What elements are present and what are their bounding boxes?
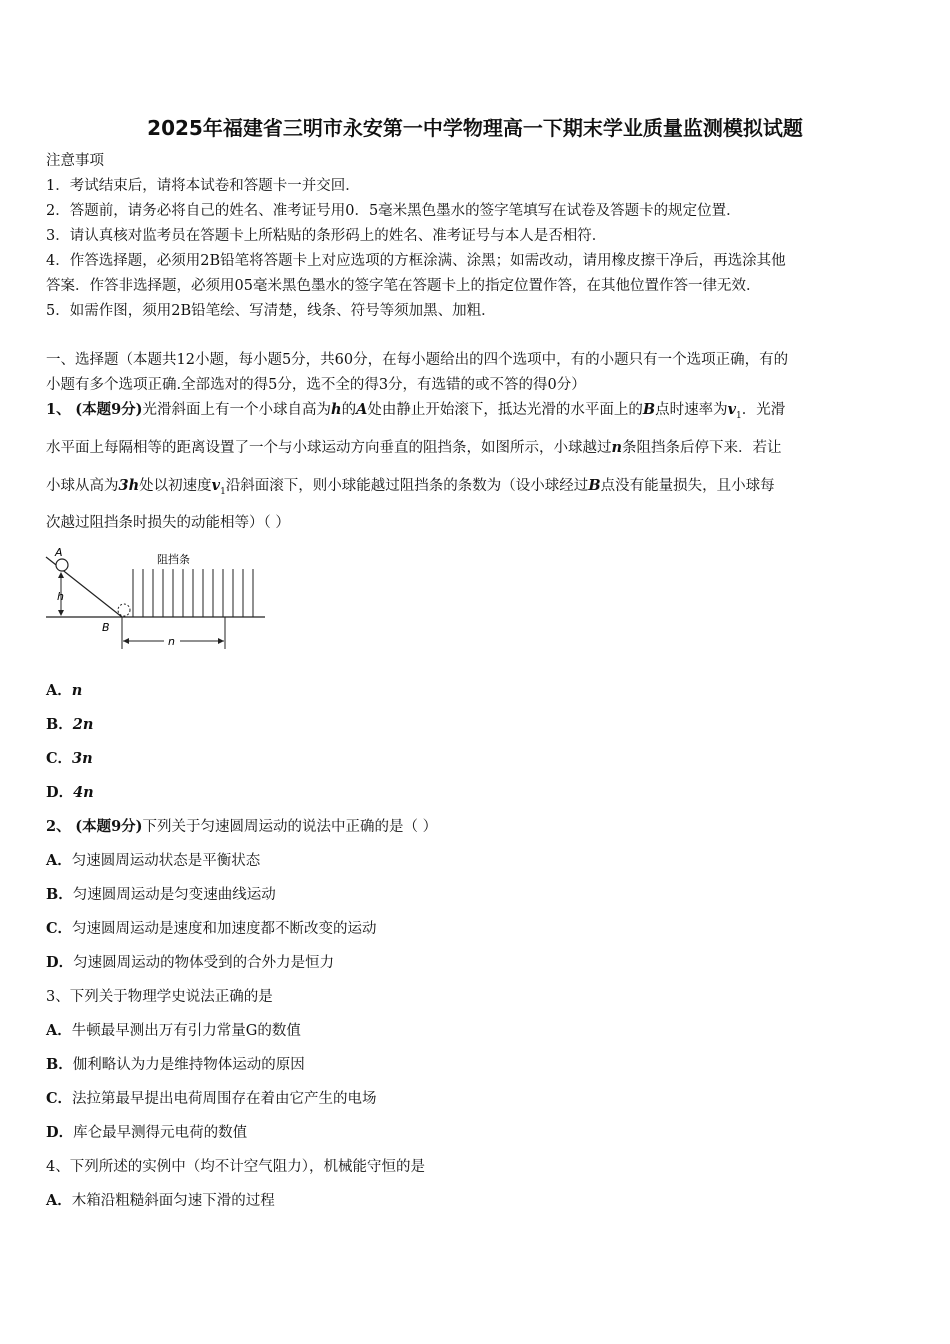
section-header-line2: 小题有多个选项正确.全部选对的得5分，选不全的得3分，有选错的或不答的得0分） bbox=[46, 377, 586, 393]
q1-var-v: v bbox=[211, 477, 221, 494]
q1-subscript: 1 bbox=[736, 410, 742, 421]
q2-number: 2、 bbox=[46, 818, 71, 835]
q4-option-a bbox=[46, 1191, 275, 1211]
exam-title: 2025年福建省三明市永安第一中学物理高一下期末学业质量监测模拟试题 bbox=[147, 116, 803, 140]
q1-text: ．光滑 bbox=[741, 402, 786, 418]
q1-option-d bbox=[46, 783, 94, 803]
q2-stem bbox=[46, 817, 908, 837]
barrier-bars bbox=[133, 569, 253, 617]
q1-subscript: 1 bbox=[220, 486, 226, 497]
option-label: A． bbox=[46, 682, 72, 699]
q1-text: 沿斜面滚下，则小球能越过阻挡条的条数为（设小球经过 bbox=[225, 478, 589, 494]
option-label: A． bbox=[46, 1192, 72, 1209]
label-A: A bbox=[55, 546, 63, 559]
q1-text: 条阻挡条后停下来．若让 bbox=[622, 440, 782, 456]
q2-option-d bbox=[46, 953, 334, 973]
option-label: C． bbox=[46, 750, 73, 767]
option-value: 4n bbox=[73, 784, 94, 801]
section-header-line1: 一、选择题（本题共12小题，每小题5分，共60分，在每小题给出的四个选项中，有的小题只有一个选项正确，有的 bbox=[46, 352, 789, 368]
q1-number: 1、 bbox=[46, 401, 71, 418]
q3-option-d bbox=[46, 1123, 247, 1143]
q2-option-c bbox=[46, 919, 377, 939]
option-label: D． bbox=[46, 954, 74, 971]
q1-line-1 bbox=[46, 400, 908, 426]
q1-text: 处由静止开始滚下，抵达光滑的水平面上的 bbox=[367, 402, 643, 418]
q1-var-B: B bbox=[642, 401, 656, 418]
option-label: B． bbox=[46, 886, 73, 903]
notice-item-1: 1．考试结束后，请将本试卷和答题卡一并交回． bbox=[46, 178, 360, 194]
q1-var-v: v bbox=[727, 401, 737, 418]
q1-var-n: n bbox=[611, 439, 623, 456]
q2-option-b bbox=[46, 885, 276, 905]
q1-text: 处以初速度 bbox=[139, 478, 212, 494]
option-value: 2n bbox=[72, 716, 94, 733]
option-text: 匀速圆周运动的物体受到的合外力是恒力 bbox=[73, 955, 335, 971]
q3-stem: 3、下列关于物理学史说法正确的是 bbox=[46, 989, 273, 1005]
q1-var-B: B bbox=[588, 477, 601, 494]
label-bars: 阻挡条 bbox=[157, 553, 190, 566]
q1-text: 点时速率为 bbox=[655, 402, 728, 418]
q1-figure bbox=[40, 545, 270, 660]
q1-text: 光滑斜面上有一个小球自高为 bbox=[142, 402, 332, 418]
q3-option-c bbox=[46, 1089, 377, 1109]
q3-option-a bbox=[46, 1021, 301, 1041]
label-n: n bbox=[168, 635, 175, 648]
option-text: 库仑最早测得元电荷的数值 bbox=[73, 1125, 248, 1141]
q1-text: 的 bbox=[341, 402, 357, 418]
option-text: 木箱沿粗糙斜面匀速下滑的过程 bbox=[71, 1193, 275, 1209]
q3-option-b bbox=[46, 1055, 305, 1075]
notice-item-5: 5．如需作图，须用2B铅笔绘、写清楚，线条、符号等须加黑、加粗． bbox=[46, 303, 496, 319]
option-value: 3n bbox=[72, 750, 93, 767]
option-text: 牛顿最早测出万有引力常量G的数值 bbox=[71, 1023, 301, 1039]
q1-var-A: A bbox=[356, 401, 368, 418]
q1-var-h: h bbox=[331, 401, 342, 418]
notice-item-4-cont: 答案．作答非选择题，必须用05毫米黑色墨水的签字笔在答题卡上的指定位置作答，在其他位置作答一律无效． bbox=[46, 278, 761, 294]
option-text: 伽利略认为力是维持物体运动的原因 bbox=[72, 1057, 305, 1073]
q2-score: (本题9分) bbox=[75, 818, 143, 835]
option-label: B． bbox=[46, 1056, 73, 1073]
q1-option-c bbox=[46, 749, 93, 769]
q1-text: 小球从高为 bbox=[46, 478, 119, 494]
option-label: A． bbox=[46, 1022, 72, 1039]
option-value: n bbox=[71, 682, 83, 699]
option-text: 法拉第最早提出电荷周围存在着由它产生的电场 bbox=[72, 1091, 377, 1107]
option-text: 匀速圆周运动是速度和加速度都不断改变的运动 bbox=[72, 921, 377, 937]
notice-heading: 注意事项 bbox=[46, 153, 104, 169]
q4-stem: 4、下列所述的实例中（均不计空气阻力），机械能守恒的是 bbox=[46, 1159, 425, 1175]
q1-text: 水平面上每隔相等的距离设置了一个与小球运动方向垂直的阻挡条，如图所示，小球越过 bbox=[46, 440, 612, 456]
q2-text: 下列关于匀速圆周运动的说法中正确的是（ ） bbox=[142, 819, 438, 835]
q1-line-4: 次越过阻挡条时损失的动能相等）（ ） bbox=[46, 515, 290, 531]
option-text: 匀速圆周运动状态是平衡状态 bbox=[71, 853, 261, 869]
notice-item-3: 3．请认真核对监考员在答题卡上所粘贴的条形码上的姓名、准考证号与本人是否相符． bbox=[46, 228, 607, 244]
q1-line-3 bbox=[46, 476, 908, 502]
option-label: B． bbox=[46, 716, 73, 733]
q2-option-a bbox=[46, 851, 260, 871]
q1-option-b bbox=[46, 715, 93, 735]
option-label: D． bbox=[46, 1124, 74, 1141]
option-label: A． bbox=[46, 852, 72, 869]
notice-item-2: 2．答题前，请务必将自己的姓名、准考证号用0．5毫米黑色墨水的签字笔填写在试卷及答题卡的规定位置． bbox=[46, 203, 741, 219]
option-label: C． bbox=[46, 920, 73, 937]
option-text: 匀速圆周运动是匀变速曲线运动 bbox=[72, 887, 276, 903]
q1-var-3h: 3h bbox=[118, 477, 140, 494]
option-label: D． bbox=[46, 784, 74, 801]
ball-A bbox=[56, 559, 68, 571]
q1-line-2 bbox=[46, 438, 908, 458]
q1-score: (本题9分) bbox=[75, 401, 143, 418]
q1-text: 点没有能量损失，且小球每 bbox=[600, 478, 775, 494]
label-B: B bbox=[102, 621, 110, 634]
label-h: h bbox=[57, 590, 64, 603]
option-label: C． bbox=[46, 1090, 73, 1107]
notice-item-4: 4．作答选择题，必须用2B铅笔将答题卡上对应选项的方框涂满、涂黑；如需改动，请用橡皮擦干净后，再选涂其他 bbox=[46, 253, 786, 269]
ball-B bbox=[118, 604, 130, 616]
q1-option-a bbox=[46, 681, 82, 701]
